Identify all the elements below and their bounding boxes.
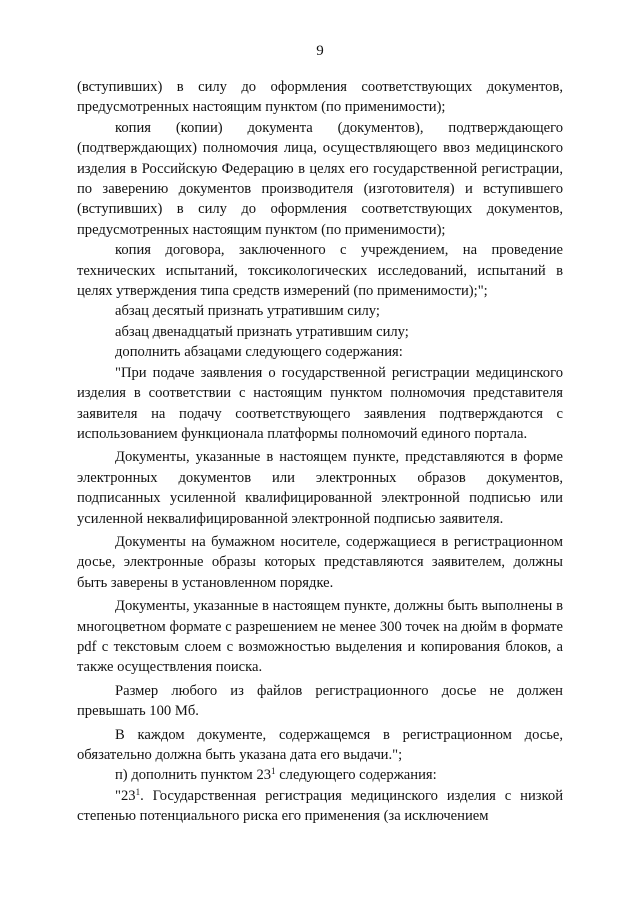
paragraph-9: Документы на бумажном носителе, содержащиеся в регистрационном досье, электронные образы которых представляются заявителем, должны быть заверены в установленном порядке. bbox=[77, 533, 563, 591]
paragraph-13-start: п) дополнить пунктом 23 bbox=[115, 767, 272, 784]
paragraph-5: абзац двенадцатый признать утратившим силу; bbox=[115, 323, 409, 340]
paragraph-4: абзац десятый признать утратившим силу; bbox=[115, 303, 380, 320]
paragraph-13-superscript: 1 bbox=[271, 766, 276, 777]
paragraph-13 bbox=[77, 765, 563, 785]
paragraph-13-end: следующего содержания: bbox=[275, 767, 437, 784]
paragraph-14-end: . Государственная регистрация медицинского изделия с низкой степенью потенциального риска его применения (за исключением bbox=[77, 787, 563, 825]
paragraph-6: дополнить абзацами следующего содержания: bbox=[115, 344, 403, 361]
paragraph-8: Документы, указанные в настоящем пункте, представляются в форме электронных документов или электронных образов документов, подписанных усиленной квалифицированной электронной подписью или усиленной неквалифицированной электронной подписью заявителя. bbox=[77, 449, 563, 527]
paragraph-14-superscript: 1 bbox=[135, 786, 141, 797]
paragraph-11: Размер любого из файлов регистрационного досье не должен превышать 100 Мб. bbox=[77, 682, 563, 720]
paragraph-2: копия (копии) документа (документов), подтверждающего (подтверждающих) полномочия лица, осуществляющего ввоз медицинского изделия в Российскую Федерацию в целях его государственной регистрации, по заверению документов производителя (изготовителя) и вступившего (вступивших) в силу до оформления соответствующих документов, предусмотренных настоящим пунктом (по применимости); bbox=[77, 119, 563, 238]
paragraph-10: Документы, указанные в настоящем пункте, должны быть выполнены в многоцветном формате с разрешением не менее 300 точек на дюйм в формате pdf с текстовым слоем с возможностью выделения и копирования блоков, а также осуществления поиска. bbox=[77, 598, 563, 676]
paragraph-14-start: "23 bbox=[115, 787, 136, 804]
paragraph-7: "При подаче заявления о государственной регистрации медицинского изделия в соответствии с настоящим пунктом полномочия представителя заявителя на подачу соответствующего заявления подтверждаются с использованием функционала платформы полномочий единого портала. bbox=[77, 364, 563, 442]
paragraph-12: В каждом документе, содержащемся в регистрационном досье, обязательно должна быть указана дата его выдачи."; bbox=[77, 726, 563, 763]
paragraph-1: (вступивших) в силу до оформления соответствующих документов, предусмотренных настоящим пунктом (по применимости); bbox=[77, 79, 563, 116]
document-body bbox=[77, 77, 563, 827]
page-number: 9 bbox=[316, 43, 324, 59]
paragraph-3: копия договора, заключенного с учреждением, на проведение технических испытаний, токсикологических исследований, испытаний в целях утверждения типа средств измерений (по применимости);"; bbox=[77, 242, 563, 300]
paragraph-14 bbox=[77, 786, 563, 827]
